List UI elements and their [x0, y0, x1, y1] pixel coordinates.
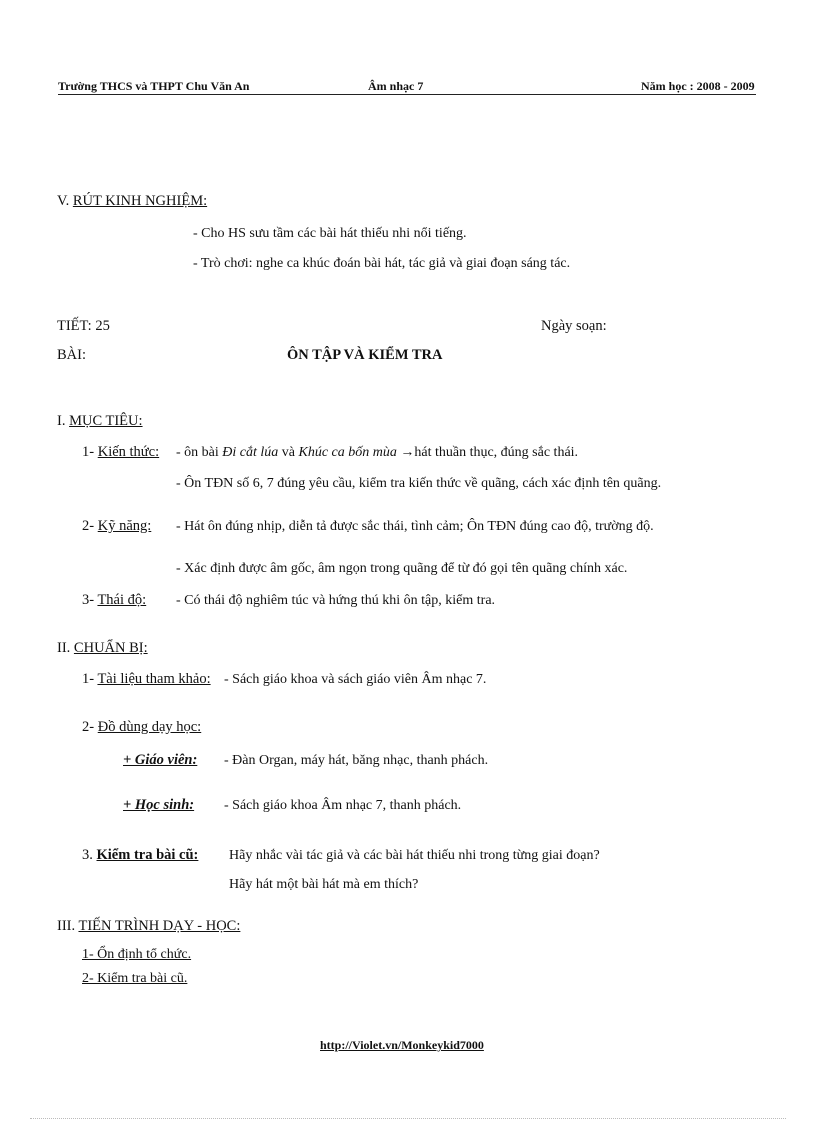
section-v-title: RÚT KINH NGHIỆM: — [72, 193, 208, 209]
section-ii-heading — [57, 640, 148, 657]
giao-vien-text: - Đàn Organ, máy hát, băng nhạc, thanh phách. — [224, 753, 489, 768]
section-v-roman: V. — [57, 193, 73, 209]
song-di-cat-lua: Đi cắt lúa — [222, 445, 279, 460]
lesson-tiet: TIẾT: 25 — [57, 318, 110, 334]
section-i-roman: I. — [57, 413, 70, 429]
tai-lieu-text: - Sách giáo khoa và sách giáo viên Âm nhạc 7. — [224, 672, 487, 687]
thai-do-label: Thái độ: — [97, 592, 147, 608]
section-iii-heading — [57, 918, 240, 935]
lesson-bai-label: BÀI: — [57, 347, 86, 363]
header-year: Năm học : 2008 - 2009 — [641, 79, 755, 93]
section-iii-item-1: 1- Ổn định tổ chức. — [82, 947, 192, 962]
section-v-line-1: - Cho HS sưu tầm các bài hát thiếu nhi nổi tiếng. — [193, 226, 467, 241]
giao-vien-label: + Giáo viên: — [123, 752, 198, 768]
ky-nang-label-row — [82, 518, 151, 535]
kiem-tra-num: 3. — [82, 847, 97, 863]
section-i-heading — [57, 413, 171, 430]
section-v-heading — [57, 193, 207, 210]
section-iii-roman: III. — [57, 918, 79, 934]
ky-nang-line-2: - Xác định được âm gốc, âm ngọn trong quãng để từ đó gọi tên quãng chính xác. — [176, 561, 628, 576]
do-dung-label-row — [82, 719, 201, 736]
tai-lieu-label-row — [82, 671, 211, 688]
tai-lieu-label: Tài liệu tham khảo: — [97, 671, 211, 687]
section-iii-title: TIẾN TRÌNH DẠY - HỌC: — [78, 918, 241, 934]
kien-thuc-line-1-post: →hát thuần thục, đúng sắc thái. — [396, 445, 579, 460]
kien-thuc-line-1 — [176, 445, 578, 461]
header-school: Trường THCS và THPT Chu Văn An — [58, 79, 250, 93]
do-dung-num: 2- — [82, 719, 98, 735]
kiem-tra-label-row — [82, 847, 198, 864]
thai-do-num: 3- — [82, 592, 98, 608]
thai-do-line-1: - Có thái độ nghiêm túc và hứng thú khi ôn tập, kiểm tra. — [176, 593, 496, 608]
header-subject: Âm nhạc 7 — [368, 79, 424, 93]
section-iii-item-2: 2- Kiểm tra bài cũ. — [82, 971, 188, 986]
do-dung-label: Đồ dùng dạy học: — [97, 719, 202, 735]
lesson-ngay-soan: Ngày soạn: — [541, 318, 607, 334]
thai-do-label-row — [82, 592, 146, 609]
kiem-tra-label: Kiểm tra bài cũ: — [96, 847, 199, 863]
kien-thuc-line-1-pre: - ôn bài — [176, 445, 223, 460]
lesson-title: ÔN TẬP VÀ KIỂM TRA — [287, 347, 443, 363]
kien-thuc-num: 1- — [82, 444, 98, 460]
kien-thuc-line-2: - Ôn TĐN số 6, 7 đúng yêu cầu, kiểm tra kiến thức về quãng, cách xác định tên quãng. — [176, 476, 662, 491]
section-ii-title: CHUẨN BỊ: — [73, 640, 148, 656]
kien-thuc-label: Kiến thức: — [97, 444, 160, 460]
section-ii-roman: II. — [57, 640, 74, 656]
kien-thuc-line-1-mid: và — [278, 445, 299, 460]
ky-nang-label: Kỹ năng: — [97, 518, 152, 534]
hoc-sinh-label: + Học sinh: — [123, 797, 195, 813]
song-khuc-ca-bon-mua: Khúc ca bốn mùa — [298, 445, 397, 460]
kien-thuc-label-row — [82, 444, 159, 461]
kiem-tra-line-2: Hãy hát một bài hát mà em thích? — [229, 877, 419, 892]
footer-link[interactable]: http://Violet.vn/Monkeykid7000 — [320, 1038, 484, 1052]
section-v-line-2: - Trò chơi: nghe ca khúc đoán bài hát, tác giả và giai đoạn sáng tác. — [193, 256, 571, 271]
page-bottom-divider — [30, 1118, 786, 1119]
ky-nang-num: 2- — [82, 518, 98, 534]
ky-nang-line-1: - Hát ôn đúng nhịp, diễn tả được sắc thái, tình cảm; Ôn TĐN đúng cao độ, trường độ. — [176, 519, 654, 534]
section-i-title: MỤC TIÊU: — [69, 413, 143, 429]
hoc-sinh-text: - Sách giáo khoa Âm nhạc 7, thanh phách. — [224, 798, 462, 813]
header-rule — [58, 94, 756, 95]
tai-lieu-num: 1- — [82, 671, 98, 687]
kiem-tra-line-1: Hãy nhắc vài tác giả và các bài hát thiếu nhi trong từng giai đoạn? — [229, 848, 600, 863]
